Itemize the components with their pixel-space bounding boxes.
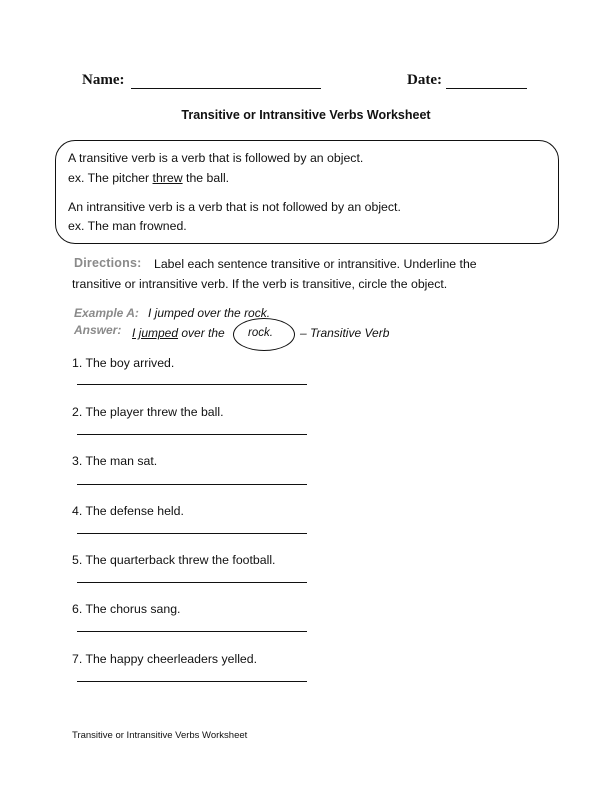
answer-middle: over the [178,326,225,340]
name-label: Name: [82,72,125,88]
question-3: 3. The man sat. [72,454,158,468]
answer-line-6[interactable] [77,631,307,632]
answer-line-1[interactable] [77,384,307,385]
question-5: 5. The quarterback threw the football. [72,553,276,567]
answer-verb: I jumped [132,326,179,340]
footer-title: Transitive or Intransitive Verbs Worksheet [72,730,248,741]
transitive-definition: A transitive verb is a verb that is followed by an object. [68,151,364,165]
answer-line-3[interactable] [77,484,307,485]
directions-label: Directions: [74,256,142,270]
answer-line-7[interactable] [77,681,307,682]
answer-label: Answer: [74,323,122,337]
answer-line-5[interactable] [77,582,307,583]
answer-object: rock. [248,327,273,339]
answer-result: – Transitive Verb [300,326,390,340]
example-sentence-after: . [266,306,271,320]
answer-line-4[interactable] [77,533,307,534]
transitive-example-before: ex. The pitcher [68,171,153,185]
intransitive-example: ex. The man frowned. [68,219,187,233]
example-sentence-object: rock [244,306,267,320]
question-2: 2. The player threw the ball. [72,405,224,419]
intransitive-definition: An intransitive verb is a verb that is not followed by an object. [68,200,401,214]
transitive-example-verb: threw [152,171,183,185]
example-sentence-before: I jumped over the [148,306,245,320]
question-4: 4. The defense held. [72,504,184,518]
question-1: 1. The boy arrived. [72,356,175,370]
question-6: 6. The chorus sang. [72,602,181,616]
directions-line-2: transitive or intransitive verb. If the verb is transitive, circle the object. [72,277,448,291]
answer-line-2[interactable] [77,434,307,435]
example-sentence [148,306,270,320]
name-field-line[interactable] [131,88,321,89]
date-field-line[interactable] [446,88,527,89]
example-label: Example A: [74,306,139,320]
transitive-example-after: the ball. [182,171,230,185]
date-label: Date: [407,72,442,88]
question-7: 7. The happy cheerleaders yelled. [72,652,258,666]
directions-line-1: Label each sentence transitive or intransitive. Underline the [154,257,477,271]
transitive-example [68,171,229,185]
answer-sentence [132,326,225,340]
worksheet-title: Transitive or Intransitive Verbs Worksheet [181,108,431,122]
